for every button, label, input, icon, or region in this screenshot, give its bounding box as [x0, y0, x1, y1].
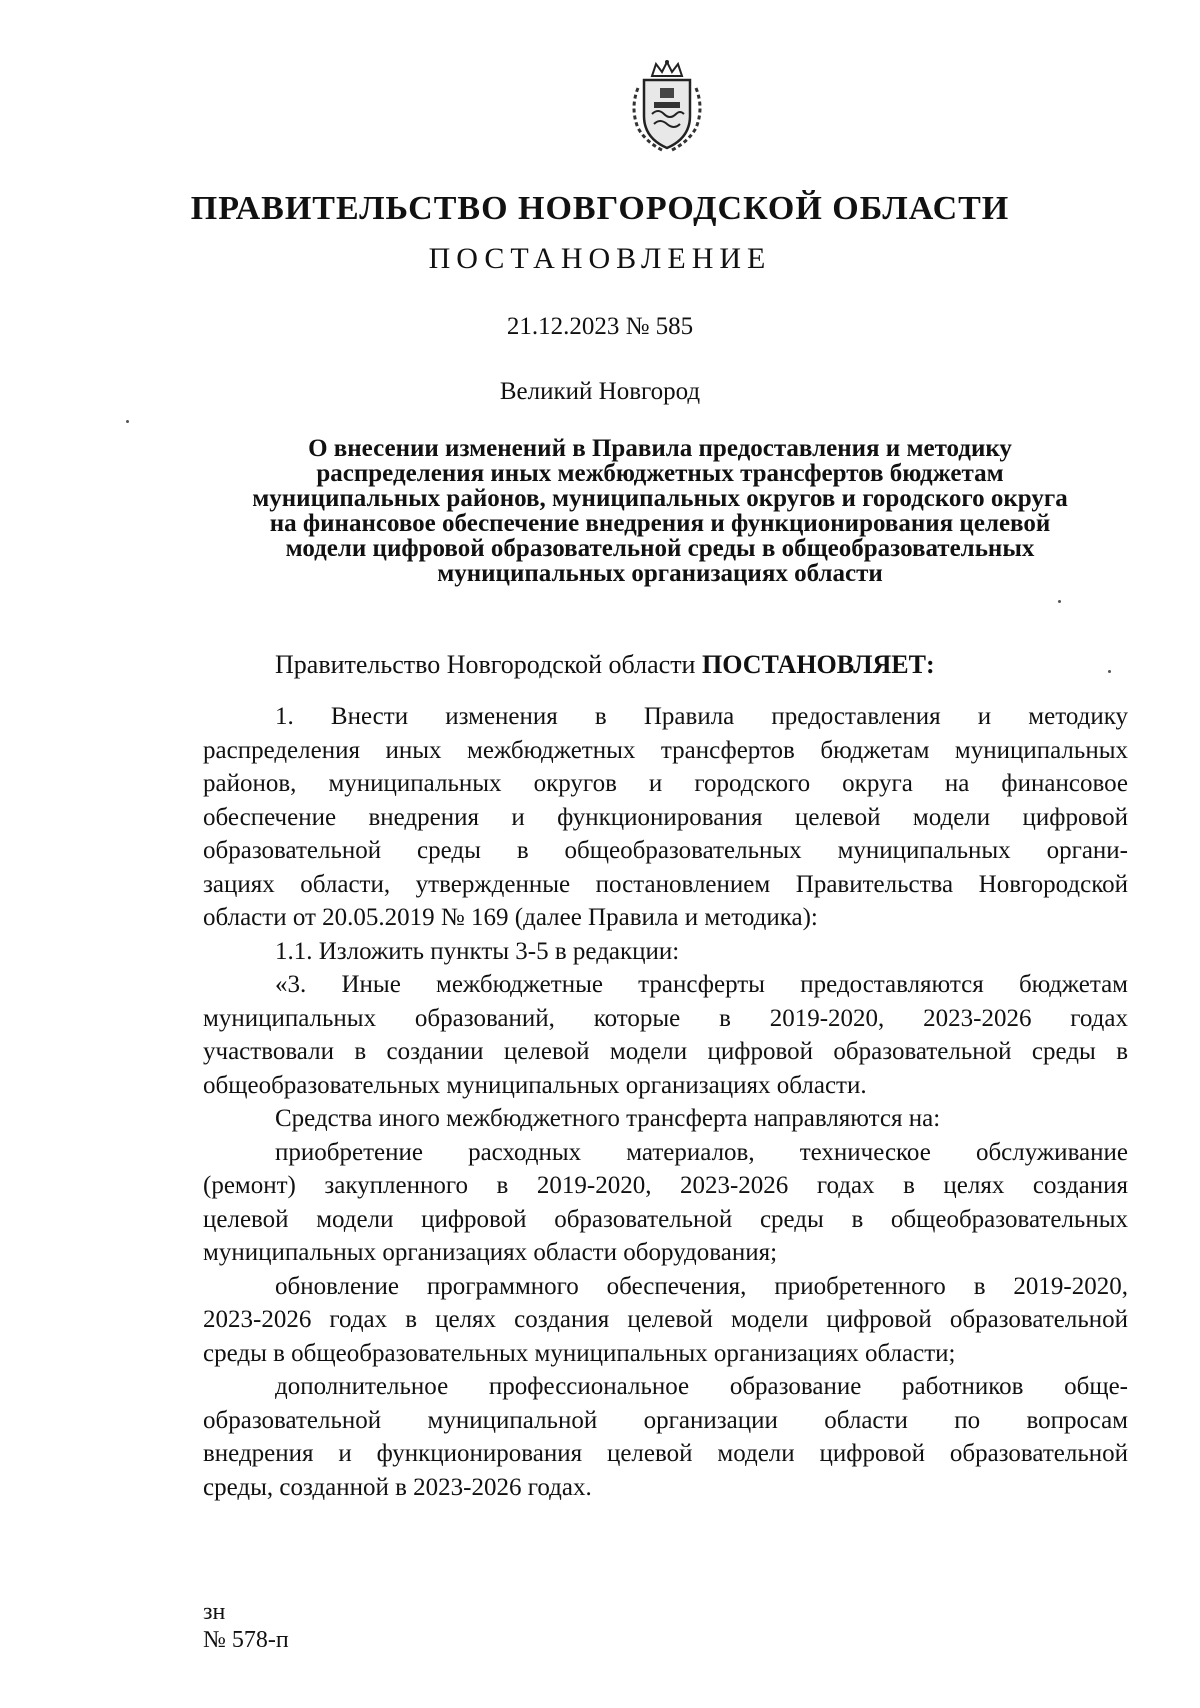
- body-line: области от 20.05.2019 № 169 (далее Правила и методика):: [203, 904, 818, 931]
- body-line: «3. Иные межбюджетные трансферты предоставляются бюджетам: [275, 971, 1128, 998]
- body-line: образовательной среды в общеобразовательных муниципальных органи-: [203, 837, 1128, 864]
- body-line: внедрения и функционирования целевой модели цифровой образовательной: [203, 1440, 1128, 1467]
- body-line: муниципальных организациях области оборудования;: [203, 1239, 778, 1266]
- body-line: обновление программного обеспечения, приобретенного в 2019-2020,: [275, 1272, 1128, 1300]
- body-line: 1.1. Изложить пункты 3-5 в редакции:: [275, 937, 680, 965]
- footer-code: зн: [203, 1599, 226, 1625]
- title-line: на финансовое обеспечение внедрения и функционирования целевой: [269, 510, 1051, 537]
- title-line: распределения иных межбюджетных трансфертов бюджетам: [316, 460, 1004, 487]
- body-line: зациях области, утвержденные постановлением Правительства Новгородской: [203, 870, 1128, 898]
- footer-mark: [203, 1598, 289, 1654]
- document-type: ПОСТАНОВЛЕНИЕ: [428, 242, 772, 275]
- organization-name: ПРАВИТЕЛЬСТВО НОВГОРОДСКОЙ ОБЛАСТИ: [190, 190, 1010, 227]
- scan-speck: [1108, 670, 1111, 673]
- title-line: модели цифровой образовательной среды в общеобразовательных: [285, 535, 1035, 562]
- body-line: (ремонт) закупленного в 2019-2020, 2023-2026 годах в целях создания: [203, 1172, 1128, 1199]
- title-line: муниципальных районов, муниципальных округов и городского округа: [252, 485, 1068, 512]
- body-line: Средства иного межбюджетного трансферта направляются на:: [275, 1105, 941, 1132]
- preamble: [275, 650, 935, 680]
- body-line: приобретение расходных материалов, техническое обслуживание: [275, 1138, 1128, 1166]
- document-title: [200, 436, 1120, 586]
- body-line: среды в общеобразовательных муниципальных организациях области;: [203, 1339, 956, 1367]
- body-line: общеобразовательных муниципальных организациях области.: [203, 1071, 867, 1099]
- body-line: муниципальных образований, которые в 2019-2020, 2023-2026 годах: [203, 1004, 1128, 1032]
- body-line: участвовали в создании целевой модели цифровой образовательной среды в: [203, 1038, 1128, 1065]
- footer-number: № 578-п: [203, 1627, 289, 1653]
- body-line: 1. Внести изменения в Правила предоставления и методику: [275, 703, 1128, 730]
- preamble-text: Правительство Новгородской области: [275, 650, 702, 679]
- title-line: О внесении изменений в Правила предоставления и методику: [308, 435, 1012, 462]
- body-line: целевой модели цифровой образовательной среды в общеобразовательных: [203, 1205, 1128, 1233]
- scan-speck: [1058, 600, 1061, 603]
- body-line: 2023-2026 годах в целях создания целевой модели цифровой образовательной: [203, 1306, 1128, 1333]
- document-body: [203, 700, 1128, 1504]
- preamble-bold: ПОСТАНОВЛЯЕТ:: [701, 650, 935, 679]
- body-line: обеспечение внедрения и функционирования целевой модели цифровой: [203, 803, 1128, 831]
- date-and-number: 21.12.2023 № 585: [506, 313, 694, 340]
- scan-speck: [126, 420, 129, 423]
- coat-of-arms-icon: [624, 58, 710, 154]
- title-line: муниципальных организациях области: [437, 560, 883, 587]
- body-line: образовательной муниципальной организации области по вопросам: [203, 1406, 1128, 1434]
- body-line: распределения иных межбюджетных трансфертов бюджетам муниципальных: [203, 736, 1128, 764]
- body-line: дополнительное профессиональное образование работников обще-: [275, 1373, 1128, 1400]
- city: Великий Новгород: [499, 378, 701, 405]
- body-line: среды, созданной в 2023-2026 годах.: [203, 1473, 592, 1501]
- body-line: районов, муниципальных округов и городского округа на финансовое: [203, 770, 1128, 797]
